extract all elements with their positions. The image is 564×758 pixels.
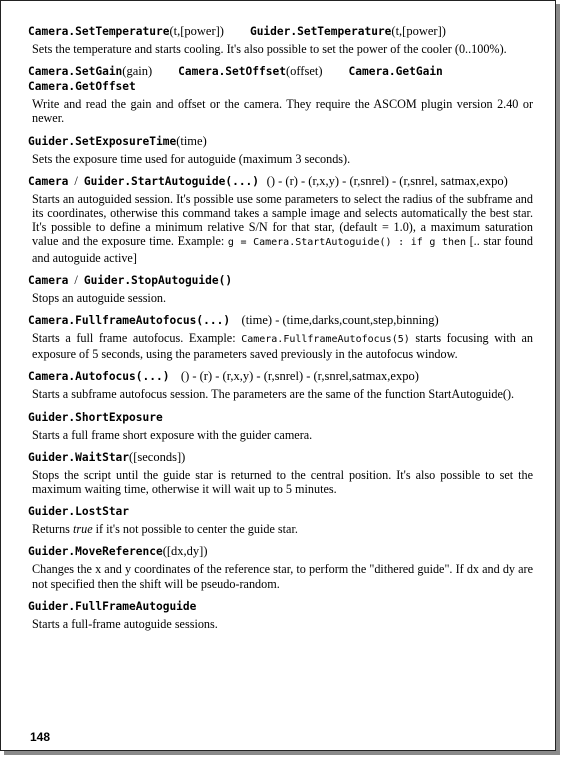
entry-heading (28, 504, 533, 519)
function-signature: Guider.StartAutoguide(...) (83, 174, 260, 188)
function-signature: Camera.Autofocus(...) (28, 370, 170, 384)
entry-autofocus (28, 369, 533, 401)
separator-slash: / (74, 173, 78, 188)
entry-heading (28, 273, 533, 288)
code-example: Camera.FullframeAutofocus(5) (241, 334, 410, 346)
function-signature: Guider.StopAutoguide() (83, 273, 233, 287)
entry-set-temperature (28, 24, 533, 56)
function-signature: Guider.MoveReference (28, 545, 163, 559)
function-params: ([dx,dy]) (162, 544, 208, 559)
function-params: (time) (176, 133, 207, 148)
page-content (28, 24, 533, 639)
entry-description: Returns true if it's not possible to center the guide star. (32, 522, 298, 537)
entry-description: Stops an autoguide session. (32, 290, 167, 305)
function-params: (offset) (285, 64, 323, 79)
entry-start-autoguide (28, 174, 533, 265)
entry-set-exposure-time (28, 134, 533, 166)
function-signature: Camera.SetGain (28, 65, 123, 79)
entry-heading (28, 369, 533, 384)
function-signature: Camera.SetTemperature (28, 25, 170, 38)
function-signature: Camera (28, 174, 69, 188)
entry-heading (28, 313, 533, 328)
entry-description: Write and read the gain and offset or the camera. They require the ASCOM plugin version 2.40 or newer. (32, 97, 533, 126)
emphasis: true (72, 522, 93, 537)
code-example: g = Camera.StartAutoguide() : if g then (227, 237, 467, 249)
entry-heading (28, 134, 533, 149)
entry-gain-offset (28, 64, 533, 125)
entry-description: Starts a full frame short exposure with the guider camera. (32, 427, 313, 442)
entry-heading (28, 24, 533, 39)
function-signature: Camera.GetOffset (28, 80, 136, 94)
function-signature: Camera.GetGain (348, 65, 443, 79)
entry-description: Changes the x and y coordinates of the reference star, to perform the "dithered guide". If dx and dy are not specified then the shift will be pseudo-random. (32, 562, 533, 591)
function-params: (t,[power]) (169, 24, 224, 38)
function-signature: Camera (28, 273, 69, 287)
function-signature: Guider.LostStar (28, 505, 130, 519)
entry-heading (28, 544, 533, 559)
entry-heading (28, 64, 533, 94)
entry-stop-autoguide (28, 273, 533, 305)
entry-description: Starts a full-frame autoguide sessions. (32, 616, 218, 631)
function-params: (t,[power]) (391, 24, 446, 38)
separator-slash: / (74, 272, 78, 287)
entry-description: Starts a full frame autofocus. Example: Camera.FullframeAutofocus(5) starts focusing with an exposure of 5 seconds, using the parameters saved previously in the autofocus window. (32, 331, 533, 362)
function-params: () - (r) - (r,x,y) - (r,snrel) - (r,snrel, satmax,expo) (266, 173, 508, 188)
entry-fullframe-autoguide (28, 599, 533, 631)
function-signature: Guider.FullFrameAutoguide (28, 599, 197, 613)
function-params: (gain) (122, 64, 153, 79)
function-params: () - (r) - (r,x,y) - (r,snrel) - (r,snrel,satmax,expo) (180, 369, 419, 384)
function-params: ([seconds]) (129, 449, 186, 464)
function-signature: Guider.SetTemperature (249, 25, 392, 38)
entry-short-exposure (28, 410, 533, 442)
function-signature: Camera.SetOffset (178, 65, 286, 79)
entry-fullframe-autofocus (28, 313, 533, 361)
entry-heading (28, 599, 533, 614)
entry-description: Stops the script until the guide star is returned to the central position. It's also possible to set the maximum waiting time, otherwise it will wait up to 5 minutes. (32, 467, 533, 497)
function-signature: Guider.SetExposureTime (28, 134, 177, 148)
entry-description: Starts a subframe autofocus session. The parameters are the same of the function StartAutoguide(). (32, 387, 515, 402)
function-params: (time) - (time,darks,count,step,binning) (241, 313, 439, 328)
entry-heading (28, 450, 533, 465)
entry-move-reference (28, 544, 533, 590)
entry-description: Starts an autoguided session. It's possible use some parameters to select the radius of the subframe and its coordinates, otherwise this command takes a sample image and selects automatically the best star. It's possible to define a minimum relative S/N for that star, (default = 1.0), a maximum saturation value and the exposure time. Example: g = Camera.StartAutoguide() : if g then [.. star found and autoguide active] (32, 191, 533, 265)
function-signature: Guider.ShortExposure (28, 410, 163, 424)
function-signature: Camera.FullframeAutofocus(...) (28, 314, 231, 328)
entry-description: Sets the temperature and starts cooling. It's also possible to set the power of the cooler (0..100%). (32, 42, 507, 56)
entry-wait-star (28, 450, 533, 496)
entry-heading (28, 174, 533, 189)
function-signature: Guider.WaitStar (28, 450, 130, 464)
entry-lost-star (28, 504, 533, 536)
entry-heading (28, 410, 533, 425)
entry-description: Sets the exposure time used for autoguide (maximum 3 seconds). (32, 151, 351, 166)
page-number: 148 (30, 730, 51, 744)
